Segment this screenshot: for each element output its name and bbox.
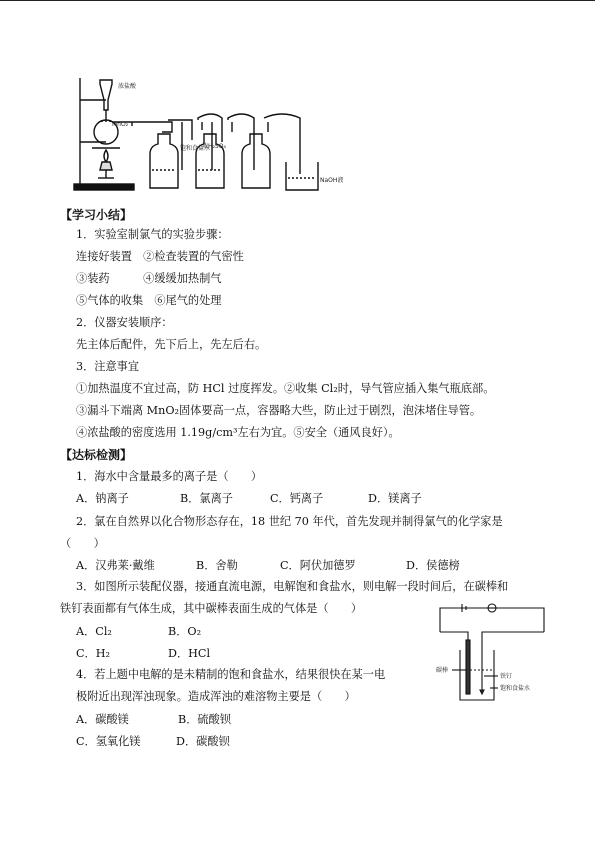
q3-option-c: C．H₂ bbox=[76, 647, 110, 660]
q1-option-a: A．钠离子 bbox=[76, 492, 129, 505]
summary-s3-line2: ③漏斗下端离 MnO₂固体要高一点，容器略大些，防止过于剧烈，泡沫堵住导管。 bbox=[76, 404, 482, 417]
q1-option-d: D．镁离子 bbox=[368, 492, 422, 505]
chlorine-apparatus-figure bbox=[72, 70, 372, 195]
q4-option-c: C．氢氧化镁 bbox=[76, 735, 141, 748]
question-1: 1．海水中含量最多的离子是（ ） bbox=[76, 470, 263, 483]
summary-s2-title: 2．仪器安装顺序： bbox=[76, 316, 173, 329]
page-top-rule bbox=[0, 0, 595, 1]
test-heading: 【达标检测】 bbox=[60, 448, 133, 462]
summary-s1-line2: ③装药 ④缓缓加热制气 bbox=[76, 272, 222, 285]
q2-option-a: A．汉弗莱·戴维 bbox=[76, 559, 155, 572]
summary-s3-title: 3．注意事宜 bbox=[76, 360, 140, 373]
q2-option-b: B．舍勒 bbox=[196, 559, 238, 572]
question-4-line1: 4．若上题中电解的是未精制的饱和食盐水，结果很快在某一电 bbox=[76, 668, 386, 681]
q2-option-c: C．阿伏加德罗 bbox=[280, 559, 356, 572]
question-3-line1: 3．如图所示装配仪器，接通直流电源，电解饱和食盐水，则电解一段时间后，在碳棒和 bbox=[76, 580, 509, 593]
electrolysis-figure bbox=[432, 596, 552, 708]
bottle1-label: 饱和食盐水 bbox=[180, 145, 211, 152]
q2-option-d: D．侯德榜 bbox=[406, 559, 460, 572]
question-4-line2: 极附近出现浑浊现象。造成浑浊的难溶物主要是（ ） bbox=[76, 690, 356, 703]
left-electrode-label: 碳棒 bbox=[436, 667, 449, 674]
q3-option-b: B．O₂ bbox=[168, 625, 202, 638]
right-electrode-label: 铁钉 bbox=[500, 673, 513, 680]
q1-option-b: B．氯离子 bbox=[180, 492, 233, 505]
question-3-line2: 铁钉表面都有气体生成，其中碳棒表面生成的气体是（ ） bbox=[60, 602, 363, 615]
summary-s1-title: 1．实验室制氯气的实验步骤： bbox=[76, 228, 229, 241]
q3-option-d: D．HCl bbox=[168, 647, 211, 660]
q4-option-a: A．碳酸镁 bbox=[76, 713, 129, 726]
summary-s3-line3: ④浓盐酸的密度选用 1.19g/cm³左右为宜。⑤安全（通风良好）。 bbox=[76, 426, 400, 439]
summary-s3-line1: ①加热温度不宜过高，防 HCl 过度挥发。②收集 Cl₂时，导气管应插入集气瓶底部。 bbox=[76, 382, 495, 395]
question-2-line1: 2．氯在自然界以化合物形态存在，18 世纪 70 年代，首先发现并制得氯气的化学家是 bbox=[76, 515, 503, 528]
question-2-line2: （ ） bbox=[60, 537, 105, 550]
beaker-label: NaOH液 bbox=[320, 177, 344, 184]
summary-s2-line1: 先主体后配件，先下后上，先左后右。 bbox=[76, 338, 267, 351]
q3-option-a: A．Cl₂ bbox=[76, 625, 112, 638]
solution-label: 饱和食盐水 bbox=[500, 685, 531, 692]
summary-s1-line1: 连接好装置 ②检查装置的气密性 bbox=[76, 250, 244, 263]
q4-option-d: D．碳酸钡 bbox=[176, 735, 230, 748]
bottle2-label: 浓H₂SO₄ bbox=[202, 143, 226, 150]
funnel-acid-label: 浓盐酸 bbox=[118, 83, 137, 90]
q1-option-c: C．钙离子 bbox=[270, 492, 324, 505]
summary-s1-line3: ⑤气体的收集 ⑥尾气的处理 bbox=[76, 294, 222, 307]
flask-reagent-label: MnO₂ bbox=[112, 121, 129, 128]
summary-heading: 【学习小结】 bbox=[60, 208, 133, 222]
q4-option-b: B．硫酸钡 bbox=[178, 713, 231, 726]
